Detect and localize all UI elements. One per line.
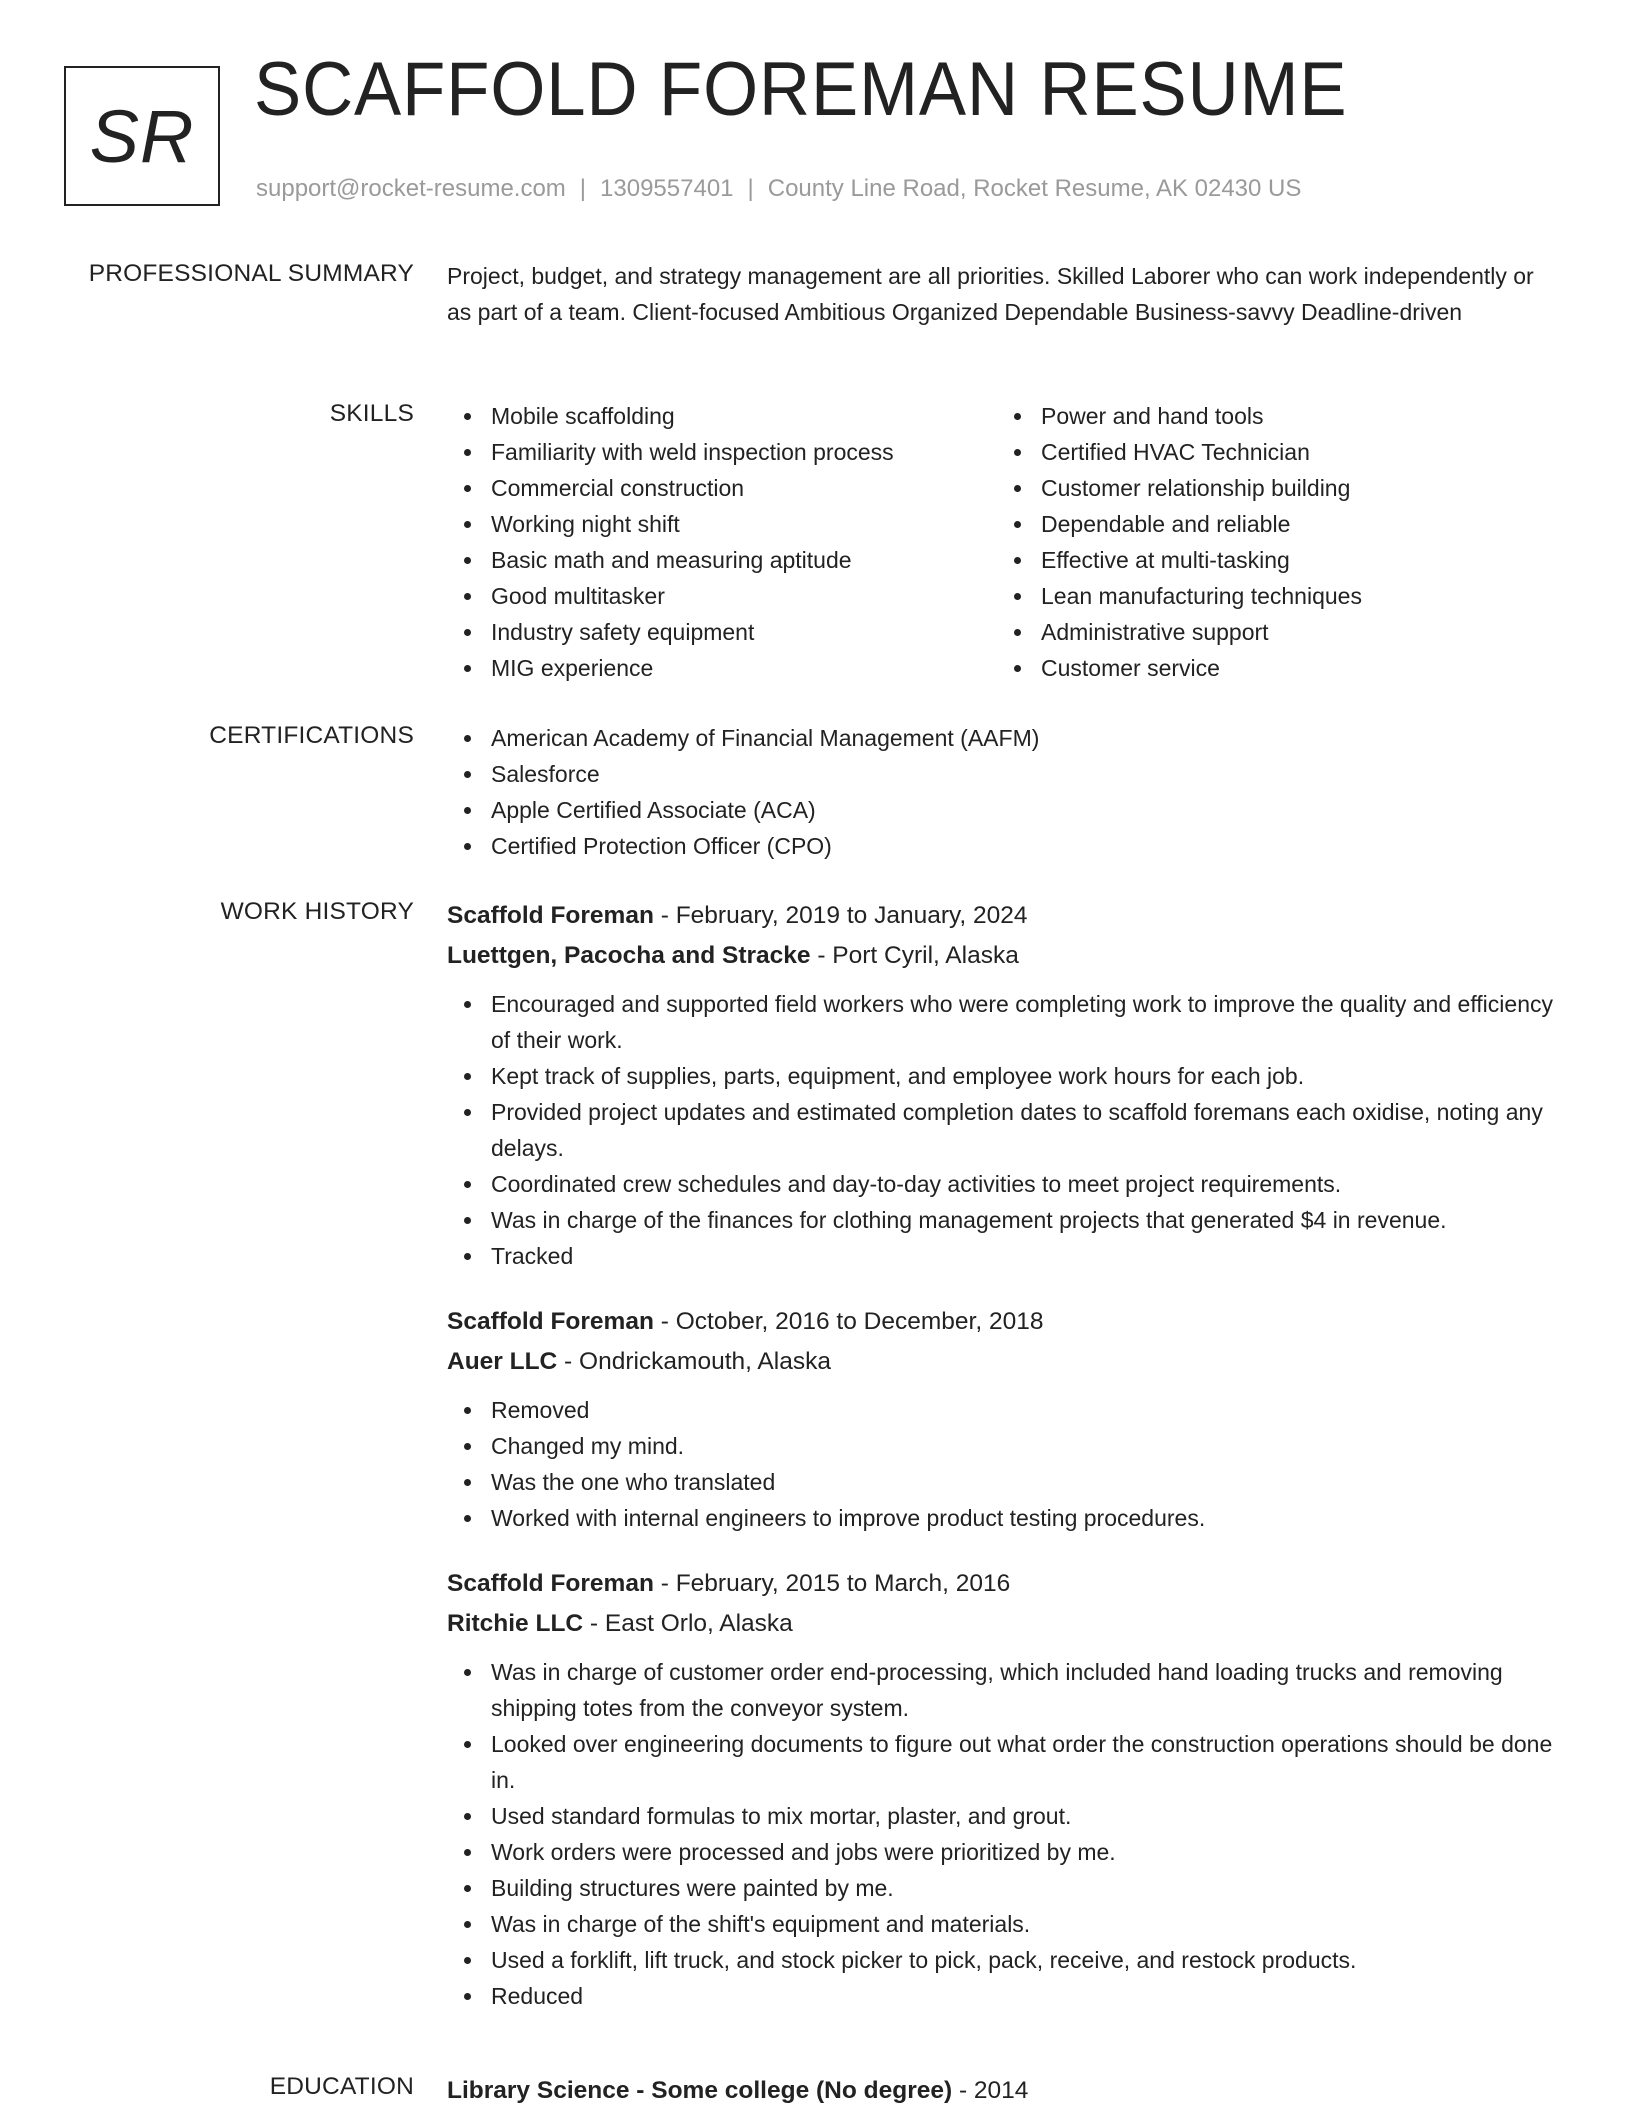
list-item: Salesforce — [447, 756, 1557, 792]
list-item: Apple Certified Associate (ACA) — [447, 792, 1557, 828]
contact-separator: | — [579, 175, 587, 202]
contact-address: County Line Road, Rocket Resume, AK 02430 US — [767, 175, 1302, 202]
job-bullets — [447, 986, 1557, 1274]
list-item: Kept track of supplies, parts, equipment, and employee work hours for each job. — [447, 1058, 1557, 1094]
skills-list-right — [997, 398, 1547, 686]
contact-line — [256, 175, 1301, 203]
skills-body — [447, 398, 1557, 686]
monogram-logo: SR — [64, 66, 220, 206]
education-entry — [447, 2071, 1557, 2111]
job-dates: - February, 2015 to March, 2016 — [653, 1570, 1011, 1597]
job-title: Scaffold Foreman — [447, 1570, 654, 1597]
list-item: Encouraged and supported field workers who were completing work to improve the quality and efficiency of their work. — [447, 986, 1557, 1058]
job-company-line — [447, 936, 1557, 976]
contact-email[interactable]: support@rocket-resume.com — [256, 175, 566, 202]
education-heading: EDUCATION — [269, 2073, 414, 2100]
list-item: Used standard formulas to mix mortar, plaster, and grout. — [447, 1798, 1557, 1834]
list-item: Reduced — [447, 1978, 1557, 2014]
list-item: Was in charge of the finances for clothing management projects that generated $4 in revenue. — [447, 1202, 1557, 1238]
skills-heading: SKILLS — [329, 400, 414, 427]
education-year: - 2014 — [952, 2077, 1029, 2104]
job-title-line — [447, 896, 1557, 936]
job-location: - Ondrickamouth, Alaska — [557, 1348, 831, 1375]
job-bullets — [447, 1654, 1557, 2014]
job-title: Scaffold Foreman — [447, 902, 654, 929]
list-item: Was in charge of the shift's equipment and materials. — [447, 1906, 1557, 1942]
list-item: Dependable and reliable — [997, 506, 1547, 542]
list-item: Effective at multi-tasking — [997, 542, 1547, 578]
list-item: Was the one who translated — [447, 1464, 1557, 1500]
list-item: MIG experience — [447, 650, 997, 686]
list-item: Worked with internal engineers to improve product testing procedures. — [447, 1500, 1557, 1536]
contact-separator: | — [747, 175, 754, 202]
list-item: Certified Protection Officer (CPO) — [447, 828, 1557, 864]
list-item: Customer relationship building — [997, 470, 1547, 506]
job-bullets — [447, 1392, 1557, 1536]
certifications-heading: CERTIFICATIONS — [209, 722, 414, 749]
job-entry — [447, 1564, 1557, 2014]
list-item: Tracked — [447, 1238, 1557, 1274]
list-item: Customer service — [997, 650, 1547, 686]
education-body — [447, 2071, 1557, 2111]
job-title-line — [447, 1564, 1557, 1604]
skills-list-left — [447, 398, 997, 686]
list-item: Changed my mind. — [447, 1428, 1557, 1464]
job-entry — [447, 1302, 1557, 1536]
list-item: Provided project updates and estimated completion dates to scaffold foremans each oxidise, noting any delays. — [447, 1094, 1557, 1166]
list-item: American Academy of Financial Management (AAFM) — [447, 720, 1557, 756]
list-item: Commercial construction — [447, 470, 997, 506]
list-item: Removed — [447, 1392, 1557, 1428]
list-item: Working night shift — [447, 506, 997, 542]
list-item: Basic math and measuring aptitude — [447, 542, 997, 578]
page-title: SCAFFOLD FOREMAN RESUME — [254, 47, 1348, 132]
list-item: Industry safety equipment — [447, 614, 997, 650]
work-history-heading: WORK HISTORY — [220, 898, 414, 925]
education-degree: Library Science - Some college (No degree) — [447, 2077, 953, 2104]
list-item: Certified HVAC Technician — [997, 434, 1547, 470]
resume-header — [0, 0, 1632, 240]
list-item: Administrative support — [997, 614, 1547, 650]
contact-phone[interactable]: 1309557401 — [600, 175, 734, 202]
job-location: - Port Cyril, Alaska — [810, 942, 1019, 969]
list-item: Lean manufacturing techniques — [997, 578, 1547, 614]
list-item: Was in charge of customer order end-processing, which included hand loading trucks and removing shipping totes from the conveyor system. — [447, 1654, 1557, 1726]
list-item: Used a forklift, lift truck, and stock picker to pick, pack, receive, and restock products. — [447, 1942, 1557, 1978]
job-company: Auer LLC — [447, 1348, 558, 1375]
summary-heading: PROFESSIONAL SUMMARY — [88, 260, 414, 287]
list-item: Work orders were processed and jobs were prioritized by me. — [447, 1834, 1557, 1870]
certifications-list — [447, 720, 1557, 864]
list-item: Power and hand tools — [997, 398, 1547, 434]
job-title-line — [447, 1302, 1557, 1342]
list-item: Looked over engineering documents to figure out what order the construction operations should be done in. — [447, 1726, 1557, 1798]
job-company-line — [447, 1342, 1557, 1382]
list-item: Building structures were painted by me. — [447, 1870, 1557, 1906]
certifications-body — [447, 720, 1557, 864]
job-company: Luettgen, Pacocha and Stracke — [447, 942, 811, 969]
job-company: Ritchie LLC — [447, 1610, 584, 1637]
list-item: Good multitasker — [447, 578, 997, 614]
job-entry — [447, 896, 1557, 1274]
summary-text: Project, budget, and strategy management are all priorities. Skilled Laborer who can work independently or as part of a team. Client-focused Ambitious Organized Dependable Business-savvy Deadline-driven — [447, 263, 1534, 325]
job-title: Scaffold Foreman — [447, 1308, 654, 1335]
list-item: Familiarity with weld inspection process — [447, 434, 997, 470]
job-dates: - October, 2016 to December, 2018 — [653, 1308, 1044, 1335]
job-company-line — [447, 1604, 1557, 1644]
job-dates: - February, 2019 to January, 2024 — [653, 902, 1028, 929]
list-item: Coordinated crew schedules and day-to-day activities to meet project requirements. — [447, 1166, 1557, 1202]
work-history-body — [447, 896, 1557, 2042]
job-location: - East Orlo, Alaska — [583, 1610, 793, 1637]
list-item: Mobile scaffolding — [447, 398, 997, 434]
